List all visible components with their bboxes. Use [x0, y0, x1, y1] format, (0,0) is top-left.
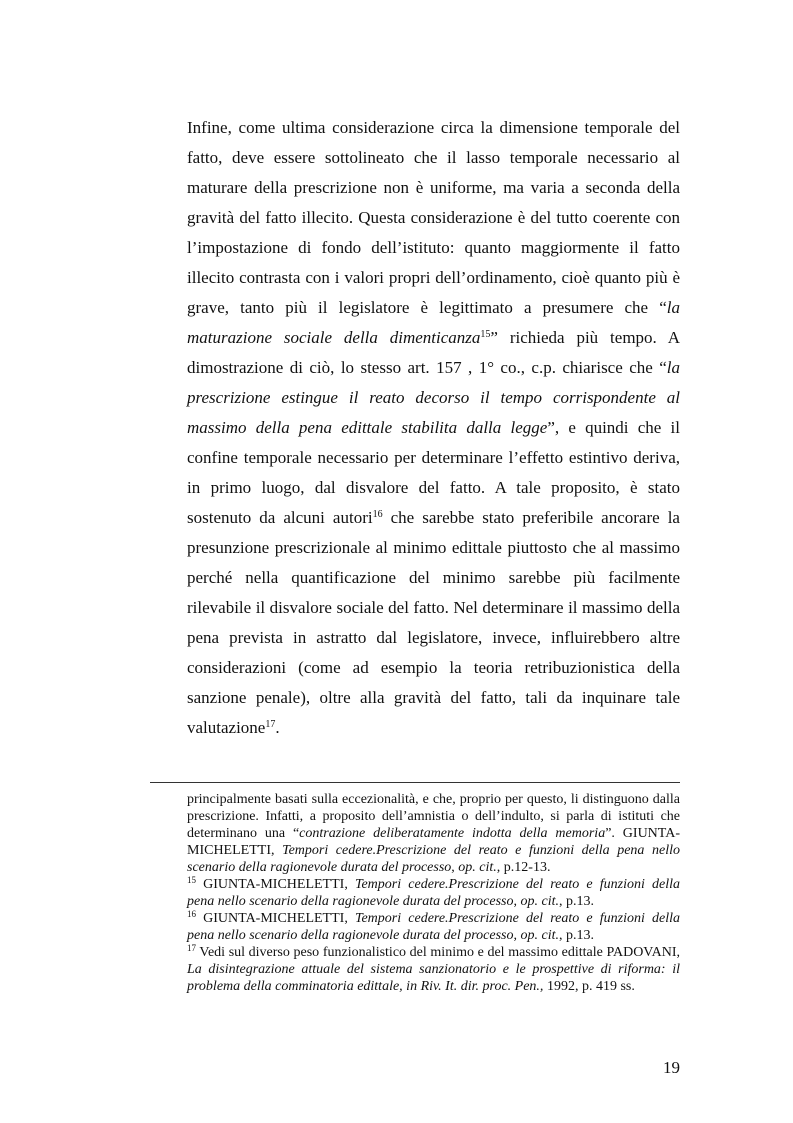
footnote-ref-15: 15	[480, 329, 491, 340]
footnote-text: ”. GIUNTA-MICHELETTI,	[187, 826, 680, 858]
footnote-text: GIUNTA-MICHELETTI,	[196, 911, 355, 926]
footnote-text: 1992, p. 419 ss.	[543, 979, 635, 994]
footnote-17	[187, 944, 680, 995]
footnote-text: ,	[513, 894, 521, 909]
footnote-opcit: op. cit.	[458, 860, 497, 875]
footnote-mark: 15	[187, 875, 196, 885]
body-sentence-3: ”, e quindi che il confine temporale necessario per determinare l’effetto estintivo deriva, in primo luogo, dal disvalore del fatto. A tale proposito, è stato sostenuto da alcuni autori	[187, 418, 680, 527]
quote-dimenticanza: la maturazione sociale della dimenticanza	[187, 298, 680, 347]
footnote-ref-16: 16	[372, 509, 383, 520]
quote-art-157: la prescrizione estingue il reato decorso il tempo corrispondente al massimo della pena edittale stabilita dalla legge	[187, 358, 680, 437]
footnote-15	[187, 876, 680, 910]
body-sentence-4: che sarebbe stato preferibile ancorare la presunzione prescrizionale al minimo edittale piuttosto che al massimo perché nella quantificazione del minimo sarebbe più facilmente rilevabile il disvalore sociale del fatto. Nel determinare il massimo della pena prevista in astratto dal legislatore, invece, influirebbero altre considerazioni (come ad esempio la teoria retribuzionistica della sanzione penale), oltre alla gravità del fatto, tali da inquinare tale valutazione	[187, 508, 680, 737]
footnote-continuation	[187, 791, 680, 876]
footnote-title: Tempori cedere.Prescrizione del reato e funzioni della pena nello scenario della ragionevole durata del processo	[187, 877, 680, 909]
footnote-text: ,	[451, 860, 459, 875]
page-number: 19	[663, 1058, 680, 1077]
footnote-text: , p.12-13.	[496, 860, 551, 875]
footnote-mark: 17	[187, 943, 196, 953]
footnote-opcit: op. cit.	[520, 894, 559, 909]
footnote-16	[187, 910, 680, 944]
footnote-text: , p.13.	[558, 894, 594, 909]
footnote-title: Tempori cedere.Prescrizione del reato e funzioni della pena nello scenario della ragionevole durata del processo	[187, 843, 680, 875]
footnote-text: , p.13.	[558, 928, 594, 943]
footnote-text: ,	[513, 928, 521, 943]
body-sentence-end: .	[275, 718, 280, 737]
body-sentence-2: ” richieda più tempo. A dimostrazione di ciò, lo stesso art. 157 , 1° co., c.p. chiarisce che “	[187, 328, 680, 377]
footnote-text: GIUNTA-MICHELETTI,	[196, 877, 355, 892]
footnote-ref-17: 17	[265, 719, 276, 730]
body-paragraph	[187, 113, 680, 743]
footnote-title: La disintegrazione attuale del sistema sanzionatorio e le prospettive di riforma: il problema della comminatoria edittale, in Riv. It. dir. proc. Pen.,	[187, 962, 680, 994]
footnote-text: principalmente basati sulla eccezionalità, e che, proprio per questo, li distinguono dalla prescrizione. Infatti, a proposito dell’amnistia o dell’indulto, si parla di istituti che determinano una “	[187, 792, 680, 841]
body-sentence-1: Infine, come ultima considerazione circa la dimensione temporale del fatto, deve essere sottolineato che il lasso temporale necessario al maturare della prescrizione non è uniforme, ma varia a seconda della gravità del fatto illecito. Questa considerazione è del tutto coerente con l’impostazione di fondo dell’istituto: quanto maggiormente il fatto illecito contrasta con i valori propri dell’ordinamento, cioè quanto più è grave, tanto più il legislatore è legittimato a presumere che “	[187, 118, 680, 317]
footnote-title: Tempori cedere.Prescrizione del reato e funzioni della pena nello scenario della ragionevole durata del processo	[187, 911, 680, 943]
footnote-quote: contrazione deliberatamente indotta della memoria	[299, 826, 606, 841]
footnote-opcit: op. cit.	[520, 928, 559, 943]
footnote-separator	[150, 782, 680, 783]
body-text	[187, 113, 680, 743]
footnote-mark: 16	[187, 909, 196, 919]
footnote-text: Vedi sul diverso peso funzionalistico del minimo e del massimo edittale PADOVANI,	[196, 945, 680, 960]
footnotes	[187, 791, 680, 995]
